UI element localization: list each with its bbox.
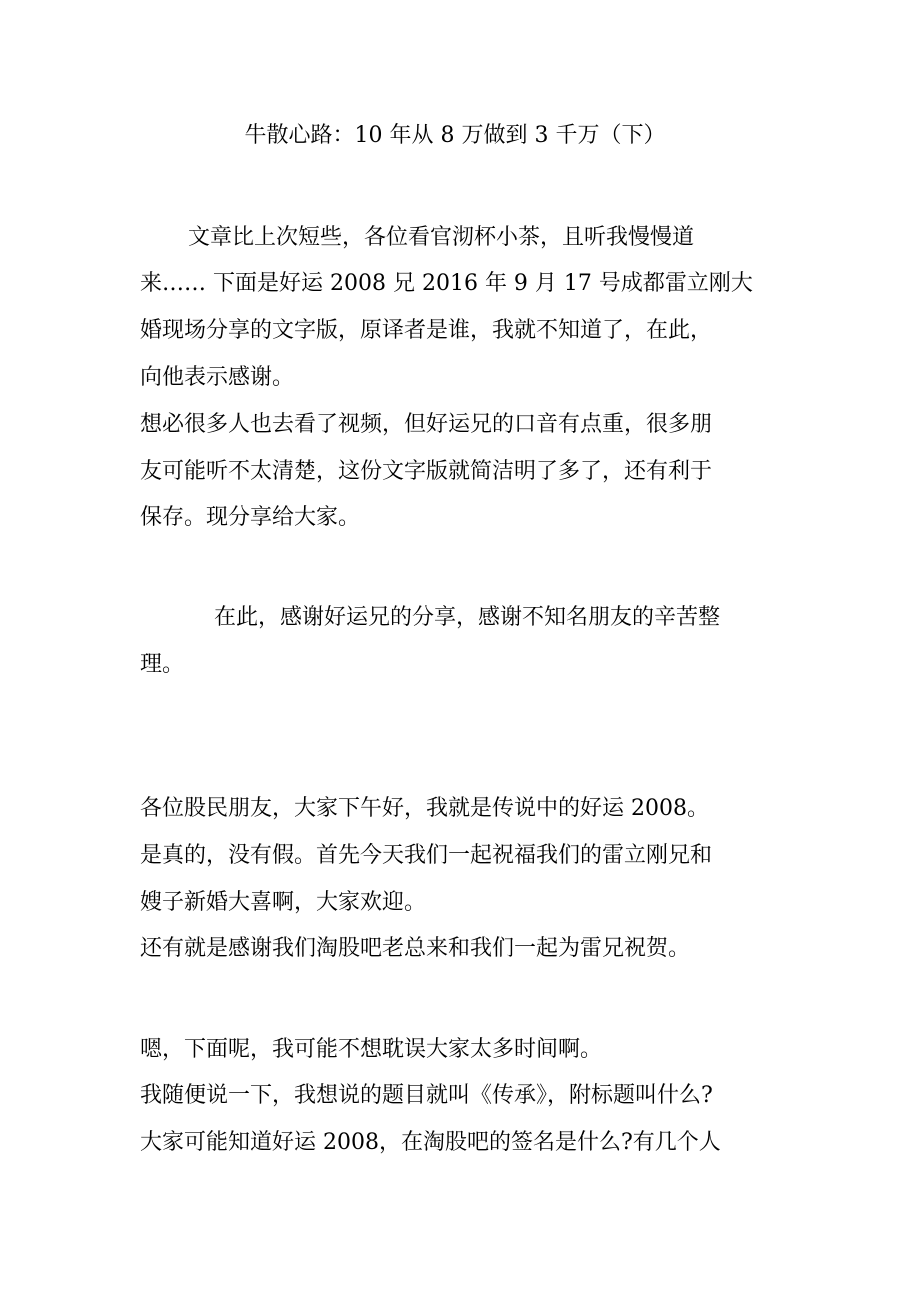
paragraph-line: 向他表示感谢。 — [140, 365, 295, 390]
paragraph-line: 理。 — [140, 652, 185, 677]
paragraph-line: 友可能听不太清楚，这份文字版就简洁明了多了，还有利于 — [140, 459, 713, 484]
paragraph-line: 嗯，下面呢，我可能不想耽误大家太多时间啊。 — [140, 1037, 603, 1062]
paragraph-line: 婚现场分享的文字版，原译者是谁，我就不知道了，在此， — [140, 318, 713, 343]
paragraph-line: 是真的，没有假。首先今天我们一起祝福我们的雷立刚兄和 — [140, 843, 713, 868]
paragraph-line: 来…… 下面是好运 2008 兄 2016 年 9 月 17 号成都雷立刚大 — [140, 271, 753, 296]
paragraph-line: 嫂子新婚大喜啊，大家欢迎。 — [140, 890, 427, 915]
paragraph-line: 我随便说一下，我想说的题目就叫《传承》，附标题叫什么? — [140, 1083, 713, 1108]
paragraph-line: 文章比上次短些，各位看官沏杯小茶，且听我慢慢道 — [188, 225, 695, 250]
paragraph-line: 想必很多人也去看了视频，但好运兄的口音有点重，很多朋 — [140, 412, 713, 437]
paragraph-line: 在此，感谢好运兄的分享，感谢不知名朋友的辛苦整 — [214, 605, 721, 630]
paragraph-line: 各位股民朋友，大家下午好，我就是传说中的好运 2008。 — [140, 796, 709, 821]
paragraph-line: 大家可能知道好运 2008，在淘股吧的签名是什么?有几个人 — [140, 1130, 721, 1155]
document-title: 牛散心路：10 年从 8 万做到 3 千万（下） — [244, 123, 666, 148]
paragraph-line: 保存。现分享给大家。 — [140, 505, 361, 530]
paragraph-line: 还有就是感谢我们淘股吧老总来和我们一起为雷兄祝贺。 — [140, 936, 691, 961]
